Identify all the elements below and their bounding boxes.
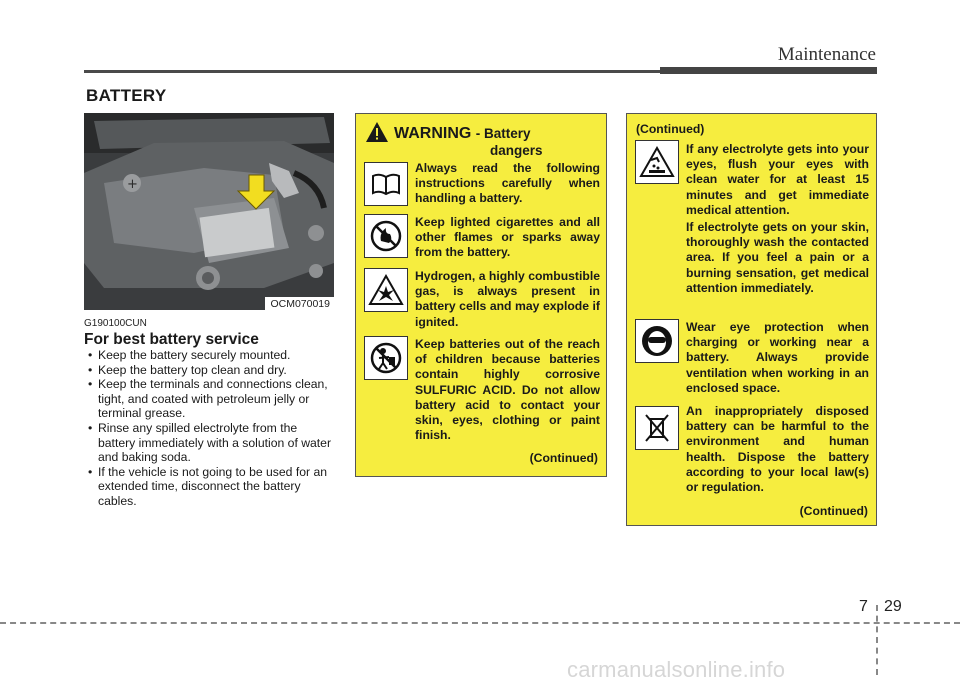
- explosion-icon: [364, 268, 408, 312]
- header-rule-accent: [660, 67, 877, 74]
- warning-text-eyes: If any electrolyte gets into your eyes, flush your eyes with clean water for at least 15 minutes and get immediate medical attention.: [686, 142, 869, 217]
- crossed-bin-icon: [635, 406, 679, 450]
- warning-text-disposal: An inappropriately disposed battery can be harmful to the environment and human health. Dispose the battery according to your local law(s) or regulation.: [686, 404, 869, 495]
- section-code: G190100CUN: [84, 318, 147, 329]
- warning-text-no-flames: Keep lighted cigarettes and all other flames or sparks away from the battery.: [415, 215, 600, 260]
- continued-label: (Continued): [529, 451, 598, 465]
- list-item: • Keep the battery top clean and dry.: [84, 363, 336, 378]
- svg-text:+: +: [127, 177, 138, 192]
- warning-triangle-icon: [365, 121, 389, 143]
- warning-title: [394, 125, 531, 143]
- warning-continued-box: [626, 113, 877, 526]
- manual-book-icon: [364, 162, 408, 206]
- service-tips-list: [84, 348, 336, 509]
- battery-illustration: [84, 113, 334, 310]
- list-item: • Rinse any spilled electrolyte from the battery immediately with a solution of water and baking soda.: [84, 421, 336, 465]
- figure-code: OCM070019: [265, 297, 334, 310]
- page-heading: BATTERY: [86, 86, 167, 105]
- continued-label: (Continued): [799, 504, 868, 518]
- eye-protection-icon: [635, 319, 679, 363]
- warning-text-read-instructions: Always read the following instructions carefully when handling a battery.: [415, 161, 600, 206]
- no-flame-icon: [364, 214, 408, 258]
- warning-text-skin: If electrolyte gets on your skin, thoroughly wash the contacted area. If you feel a pain or a burning sensation, get medical attention immediately.: [686, 220, 869, 295]
- list-item: • Keep the battery securely mounted.: [84, 348, 336, 363]
- subheading: For best battery service: [84, 331, 259, 348]
- acid-hazard-icon: [635, 140, 679, 184]
- warning-text-eye-protection: Wear eye protection when charging or working near a battery. Always provide ventilation when working in an enclosed space.: [686, 320, 869, 395]
- page-number: 29: [884, 598, 902, 615]
- warning-subtitle-line2: dangers: [490, 143, 543, 158]
- warning-text-hydrogen: Hydrogen, a highly combustible gas, is always present in battery cells and may explode if ignited.: [415, 269, 600, 329]
- header-rule: [84, 70, 664, 73]
- footer-rule: [0, 622, 960, 624]
- continued-top-label: (Continued): [636, 122, 705, 136]
- chapter-number: 7: [859, 598, 868, 615]
- footer-divider: [876, 605, 878, 675]
- keep-away-from-children-icon: [364, 336, 408, 380]
- warning-text-children: Keep batteries out of the reach of children because batteries contain highly corrosive SULFURIC ACID. Do not allow battery acid to contact your skin, eyes, clothing or paint finish.: [415, 337, 600, 443]
- list-item: • If the vehicle is not going to be used for an extended time, disconnect the battery cables.: [84, 465, 336, 509]
- section-title: Maintenance: [777, 44, 876, 65]
- watermark: carmanualsonline.info: [567, 657, 786, 682]
- warning-subtitle: - Battery: [475, 126, 531, 141]
- warning-box: [355, 113, 607, 477]
- battery-photo: [84, 113, 334, 310]
- list-item: • Keep the terminals and connections clean, tight, and coated with petroleum jelly or terminal grease.: [84, 377, 336, 421]
- warning-word: WARNING: [394, 125, 472, 142]
